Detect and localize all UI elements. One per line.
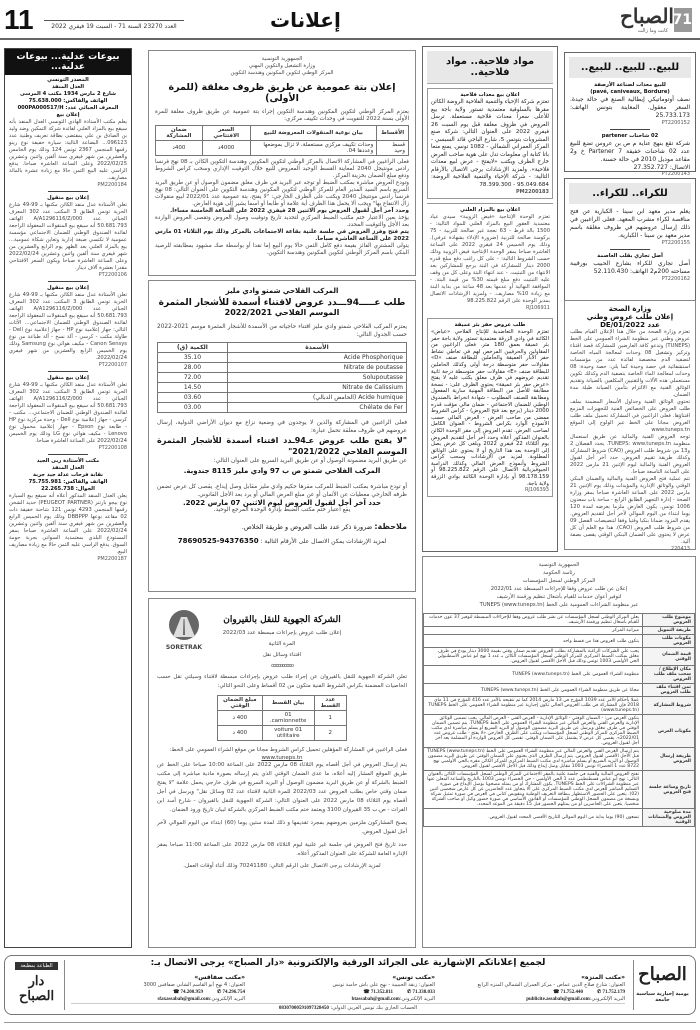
phone-number: ✆ 71.752.179 bbox=[597, 990, 625, 995]
ad-via: عبر منظومة الشراءات العمومية على الخط TUNEPS (www.tuneps.tn) bbox=[479, 602, 639, 608]
ad-title: أصل تجاري بقلب العاصمة bbox=[597, 253, 663, 259]
table-cell: يتكون العرض من: - الضمان الوقتي - الوثائق الإدارية - العرض الفني - العرض المالي. يجب تضمين الوثائق الإدارية والعرض الفني والعرض المالي عبر منظومة الشراء العمومي على الخط TUNEPS. يتم تضمين الضمان الوقتي في ظرف مغلق ويرسل عن طريق البريد مضمون الوصول أو البريد السريع أو يسلم مباشرة لدى مكتب الضبط المركزي للمركز الوطني لسجل المؤسسات ويكتب على الظرف الخارجي «لا يفتح - طلب عروض عدد 2022/01». يقصى كل عرض لا يشتمل على الضمان الوقتي. تقصى كل العروض الواردة أو المسلمة بعد آخر أجل لقبول العروض. bbox=[424, 715, 643, 748]
table-cell: مكونات طلب العروض bbox=[643, 635, 695, 648]
ad-ref: PT2200162 bbox=[661, 276, 690, 282]
table-row bbox=[218, 726, 347, 741]
table-cell: طريقة التمويل bbox=[643, 627, 695, 635]
logo-text: الصباح bbox=[619, 4, 674, 28]
ad-header-line: نقابة فرحات عدلة جيد جربة bbox=[32, 472, 104, 478]
ad-ref: PT2200152 bbox=[661, 120, 690, 126]
table-header-row bbox=[218, 696, 347, 711]
sale-section bbox=[564, 52, 696, 177]
page-number: 11 bbox=[4, 4, 34, 35]
ad-body: تعلن الأستاذة عدل منفذ الكائن مكتبها بـ 99-49 شارع الحرية تونس الطابق 3 المكتب عدد 302 المعرف الجبائي عدد 000/A/A1296116/Z الهاتف 50.681.793 أنه سيقع بيع المنقولات المعقولة الراجعة لفائدة الصندوق الوطني للضمان الاجتماعي... الأثاث التالي: جهاز إعلامية نوع HP - جهاز إعلامية نوع Dell - طاولة مكتب - كرسي - آلة نسخ - آلة طباعة من نوع Canon Sensys - مكيف هوائي نوع Samsung وذلك يوم الخميس الرابع والعشرين من شهر فيفري 2022/02/24. bbox=[9, 292, 128, 361]
soretrak-logo-text: SORETRAK bbox=[165, 644, 203, 651]
table-row bbox=[218, 711, 347, 726]
logo-text: الصباح bbox=[638, 964, 687, 985]
ad-body: يعلم مدير معهد ابن سينا - الكبارية عن فتح مناقصة لكراء مشرب المعهد. فعلى الراغبين في ذلك إرسال عروضهم في ظروف مغلقة باسم مدير معهد بن سينا - الكبارية. bbox=[570, 208, 690, 239]
agri-section bbox=[422, 46, 558, 552]
ad-ref: PT2200107 bbox=[98, 362, 127, 368]
office-phones bbox=[85, 989, 245, 996]
logo-subtitle: كانت وما زالت bbox=[637, 28, 668, 34]
ad-address: المركب الفلاحي شمتو ص ب 97 وادي مليز 8115 جندوبة. bbox=[183, 467, 381, 475]
ad-ref: PM2200187 bbox=[97, 556, 127, 562]
divider bbox=[48, 454, 88, 455]
bottom-rule bbox=[4, 1022, 696, 1023]
table-row bbox=[158, 353, 407, 363]
table-row bbox=[158, 393, 407, 403]
table-row bbox=[424, 614, 695, 627]
ad-body: تعتزم وزارة الصحة من خلال هذا الإعلان القيام بطلب عروض وطني عبر منظومة الشراء العمومي على الخط (TUNEPS) وتدعو كافة العارضين للمشاركة قصد اقتناء وتركيز وتشغيل 08 وحدات لمعالجة المياه الخاصة لتصفية الدم مخصصة لفائدة عدد من مؤسسات استشفائية في حصة وحيدة كما يلي: حصة وحيدة: 08 وحدات لمعالجة الماء الخاصة بتصفية الدم وكذلك تكوين مستعملي هذه الآلات والتقنيين المكلفين بالصيانة وتقديم الوثائق الفنية مع الالتزام بتأمين الصيانة طيلة مدة الضمان. bbox=[570, 329, 690, 398]
ad-quote: "لا يفتح طلب عروض عـ94ـدد اقتناء أسمدة للأشجار المثمرة الموسم الفلاحي 2021/2022" bbox=[157, 436, 407, 456]
table-cell: 1 bbox=[314, 711, 346, 726]
ad-round: المرة الثانية bbox=[268, 641, 296, 647]
office-phones bbox=[465, 989, 625, 996]
table-row bbox=[158, 363, 407, 373]
table-cell: Nitrate de poutasse bbox=[227, 363, 406, 373]
ad-body: نصف أوتوماتيكي إيطالية الصنع في حالة جيدة. السعر معقول. المعاينة بتونس الهاتف: 25.733.173 bbox=[570, 96, 690, 119]
ad-announce: إعلان طلب عروض بإجراءات مبسطة عدد 2022/03 bbox=[222, 630, 342, 636]
logo-tagline: يومية إخبارية سياسية جامعة bbox=[636, 991, 689, 1003]
ad-contact bbox=[157, 537, 407, 545]
column-header: الكمية (ق) bbox=[158, 343, 228, 353]
phone-number: ✆ 71.338.033 bbox=[407, 990, 435, 995]
table-row bbox=[424, 648, 695, 666]
ad-title: للبيع معدات لصناعة الأرصفة bbox=[594, 82, 666, 88]
column-header: بيان القسط bbox=[262, 696, 314, 711]
soretrak-emblem-icon bbox=[159, 607, 209, 649]
table-cell: مدة صلوحية العروض والضمانات الوقتية bbox=[643, 809, 695, 827]
ministry-name: وزارة الصحة bbox=[608, 305, 652, 313]
column-header: بيان نوعية المنقولات المعروضة للبيع bbox=[250, 126, 377, 141]
ad-subject: لتوفير أعوان خدمات للقيام بأشغال تنظيم ورقمنة الأرشيف bbox=[496, 594, 622, 600]
table-cell: تسعون (90) يوما بداية من اليوم الموالي للتاريخ الأقصى المحدد لقبول العروض. bbox=[424, 809, 643, 827]
ad-body: عن طريق البريد مضمونة الوصول أو عن طريق البريد السريع على العنوان التالي: bbox=[213, 458, 407, 464]
print-badge: الطباعة بمطبعة bbox=[15, 962, 58, 970]
column-header: ضمان المشاركة bbox=[156, 126, 203, 141]
fax-number: ☎ 71.352.811 bbox=[363, 990, 394, 995]
ministry: وزارة التشغيل والتكوين المهني bbox=[248, 63, 316, 69]
ad-contact: الاتصال: 27.352.727 bbox=[633, 164, 690, 171]
cfpt-table bbox=[155, 125, 409, 156]
table-cell: 14.50 bbox=[158, 383, 228, 393]
sale-category-title: للبيع.. للبيع.. للبيع.. bbox=[569, 57, 691, 78]
table-cell: يتم إرسال العرض الفني والعرض المالي عبر منظومة الشراء العمومي على الخط TUNEPS (www.tuneps.tn) قبل الأجل الأقصى لقبول العروض. يتم إرسال الظرف الذي يحتوي على الضمان الوقتي عن طريق البريد مضمون الوصول أو البريد السريع أو يسلم مباشرة لدى مكتب الضبط المركزي للمركز الكائن مقره بالحي الأولمبي نهج 8722 عدد 1 الخضراء تونس 1003 مقابل وصل إيداع وذلك قبل الأجل الأقصى لقبول العروض. bbox=[424, 748, 643, 771]
ad-header-line: الهاتف والفاكس: 75.755.981 bbox=[28, 479, 108, 485]
office-address: العنوان: زنقة الحبيبية - نهج علي باش حامبة تونس bbox=[332, 982, 435, 988]
table-cell: ميزانية المركز bbox=[424, 627, 643, 635]
column-header: الأقساط bbox=[377, 126, 409, 141]
ad-body: تحتوي الوثائق الفنية وجداول الأسعار المضمنة بملف طلب العروض على الخصائص الفنية للتجهيزات المزمع اقتناؤها. فعلى الراغبين في المشاركة تحميل ملف طلب العروض مجانا على الخط عبر الولوج إلى الموقع www.tuneps.tn bbox=[570, 399, 690, 433]
table-cell: ثمن اقتناء ملف طلب العروض bbox=[643, 684, 695, 697]
ad-body: فعلى الراغبين في المشاركة الاتصال بالمركز الوطني لتكوين المكونين وهندسة التكوين الكائن بـ 08 نهج فرنسا رادس مونتيجل 2040 لمعاينة القسط الوحيد المعروض للبيع خلال التوقيت الإداري وسحب كراس الشروط ودفع مبلغ الضمان بخزينة المركز. bbox=[155, 159, 409, 179]
rent-section bbox=[564, 178, 696, 306]
email-label: البريد الإلكتروني: bbox=[399, 996, 435, 1002]
table-cell: شروط المشاركة bbox=[643, 697, 695, 715]
office-block bbox=[85, 974, 245, 1003]
table-row bbox=[424, 748, 695, 771]
ad-title: إعلان بيع منقول bbox=[47, 285, 89, 291]
table-cell: تفتح العروض المالية والفنية في جلسة علنية بالمقر الاجتماعي للمركز الوطني لسجل المؤسسات الكائن بالعنوان التالي: نهج أبو عباس قسطنطيني عدد 1 الحي الأولمبي - حي الخضراء تونس 1003 بالتاريخ والساعة المعلن عنها عبر منظومة الشراءات على الخط TUNEPS. يكون المشارك أو من يمثله مصحوبا بوصل الإيداع في صورة التسليم المباشر للعرض لدى مكتب الضبط المركزي على ألا يتجاوز عدد الحاضرين عن كل عارض شخصين اثنين (02). يتعين على الحضور الاستظهار ببطاقة التعريف الوطنية وبتفويض كتابي في العرض في صورة تمثيل شركة وبنسخة من مضمون السجل الوطني للمؤسسات أو القانون الأساسي في صورة حضور وكيل أو صاحب الشركة شخصيا. يتعين على الحاضرين أو من يمثلهم الحضور قبل 15 دقيقة من الموعد المحدد. bbox=[424, 771, 643, 809]
email-label: البريد الإلكتروني: bbox=[589, 996, 625, 1002]
ad-body: تعلن الأستاذة عدل منفذ الكائن مكتبها بـ 99-49 شارع الحرية تونس الطابق 3 المكتب عدد 302 المعرف الجبائي عدد 000/A/A1296116/Z الهاتف 50.681.793 أنه سيقع بيع المنقولات المعقولة الراجعة لفائدة الصندوق الوطني للضمان الاجتماعي... مكتب - كرسي - جهاز إعلامية نوع Dell - وحدة مركزية نوع HP - طابعة نوع Epson - جهاز إعلامية محمول نوع Lenovo - مكيف هوائي نوع LG وذلك يوم الخميس 2022/02/24 على الساعة العاشرة صباحا. bbox=[9, 382, 128, 444]
ad-header-line: الجوال: 22.265.738 bbox=[41, 486, 95, 492]
ad-body: يتم إرسال العروض في أجل أقصاه يوم الثلاثاء 08 مارس 2022 على الساعة 10:00 صباحا على الخط عن طريق الموقع المشار إليه أعلاه، ما عدى الضمان الوقتي الذي يتم إرساله بصورة مادية مباشرة إلى مكتب الضبط بالشركة أو عن طريق البريد مضمون الوصول أو البريد السريع في ظرف خارجي يحمل علامة "لا يفتح ضمان وقتي خاص بطلب العروض عدد 2022/03 للمرة الثانية لاقتناء عدد 02 وسائل نقل" ويرسل في أجل أقصاه يوم الثلاثاء 08 مارس 2022 على العنوان التالي: الشركة الجهوية للنقل بالقيروان - شارع أسد ابن الفرات - ص.ب 35 القيروان 3100 ويعتمد ختم مكتب الضبط المركزي بالشركة لبيان تاريخ ورود الضمان. bbox=[157, 762, 408, 813]
ad-title: طلب عـــــ94ـــدد عروض لاقتناء أسمدة للأشجار المثمرة bbox=[158, 298, 406, 308]
ad-intro: تعلن الشركة الجهوية للنقل بالقيروان عن إجراء طلب عروض بإجراءات مبسطة لاقتناء وسيلتي نقل حسب الخاصيات المضمنة بكراس الشروط الفنية متكون من 02 أقساط وعلى النحو التالي: bbox=[157, 674, 407, 689]
issue-line: العدد 23270 السنة 71 - السبت 19 فيفري 2022 bbox=[44, 20, 184, 30]
republic: الجمهورية التونسية bbox=[261, 56, 303, 62]
table-cell: مجانا عن طريق منظومة الشراء العمومي على الخط TUNEPS (www.tuneps.tn) bbox=[424, 684, 643, 697]
ad-body: تعتزم شركة الإحياء والتنمية الفلاحية الروضة الكائن مقرها بالسلوقية معتمدية تستور ولاية باجة بيع للأعلى سعرا معدات فلاحية مستعملة. ترسل العروض في ظروف مغلقة قبل يوم السبت 26 فيفري 2022 على العنوان التالي: شركة صنع المشروبات بتونس 5، شارع الباجي قائد السبسي - المركز العمراني الشمالي - 1082 تونس. يمنع منعا باتا كتابة أي معلومات تدل على هوية صاحب العرض خارج الظرف ويكتب «لايفتح - عرض لبيع معدات فلاحية». ولمزيد الإرشادات يرجى الاتصال بالأرقام التالية: - شركة الإحياء والتنمية الفلاحية الروضة: 95.049.684 - 78.399.300 bbox=[431, 99, 549, 188]
ad-body: يؤخذ بعين الاعتبار ختم مكتب الضبط المركزي لتحديد تاريخ وتوقيت وصول العروض وتقصى العروض الواردة بعد الأجل والتوقيت المحدد. bbox=[155, 215, 409, 228]
fertilizer-table bbox=[157, 342, 407, 413]
ad-ref: PT2200108 bbox=[98, 445, 127, 451]
email-label: البريد الإلكتروني: bbox=[209, 996, 245, 1002]
note-text: ضرورة ذكر عدد طلب العروض و طريقة الخلاص. bbox=[241, 523, 373, 531]
table-cell: قيمة الضمان الوقتي bbox=[643, 648, 695, 666]
ad-subject: اقتناء وسائل نقل bbox=[262, 652, 302, 658]
ad-ref: PM2200184 bbox=[97, 182, 127, 188]
fax-number: ☎ 74.200.959 bbox=[173, 990, 204, 995]
table-row bbox=[424, 635, 695, 648]
table-cell: يجب على الشركات الراغبة بالمشاركة بطلب العروض تقديم ضمان وقتي بقيمة 3000 دينار يودع في ظرف مغلق بمكتب الضبط المركزي للمركز الوطني لسجل المؤسسات الكائن بـ عدد 1 نهج أبو عباس الأسطنبولي الحي الأولمبي 1003 تونس وذلك قبل الأجل الأقصى لقبول العروض. bbox=[424, 648, 643, 666]
table-row bbox=[424, 684, 695, 697]
table-cell: 4000د bbox=[202, 141, 250, 156]
tuneps-link[interactable]: www.tuneps.tn bbox=[261, 755, 303, 761]
republic: الجمهورية التونسية bbox=[538, 562, 580, 568]
footer-body bbox=[71, 958, 625, 1012]
ad-intro: يعتزم المركز الوطني لتكوين المكونين وهندسة التكوين إجراء بتة عمومية عن طريق ظروف مغلقة للمرة الأولى بسنة 2022 للتفويت في وحدات تكييف مركزي: bbox=[155, 109, 409, 122]
divider bbox=[48, 281, 88, 282]
table-cell: منظومة الشراء العمومي على الخط TUNEPS (www.tuneps.tn) bbox=[424, 666, 643, 684]
table-cell: قسط وحيد bbox=[377, 141, 409, 156]
office-phones bbox=[275, 989, 435, 996]
ad-title: طلب عروض حفر بئر عميقة bbox=[454, 322, 526, 328]
ad-number: عدد 2022/DE/01 bbox=[600, 321, 660, 329]
table-header-row bbox=[158, 343, 407, 353]
table-cell: يتكون طلب العروض هذا من قسط واحد bbox=[424, 635, 643, 648]
ad-header-line: العدل المنفذ bbox=[51, 465, 84, 471]
table-row bbox=[156, 141, 409, 156]
table-row bbox=[158, 383, 407, 393]
table-cell: 03.00 bbox=[158, 403, 228, 413]
table-cell: 35.10 bbox=[158, 353, 228, 363]
table-cell: تاريخ وساعة جلسة فتح العروض bbox=[643, 771, 695, 809]
ad-title: إعلان بيع منقول bbox=[47, 375, 89, 381]
ad-title: إعلان بيع منقول bbox=[47, 195, 89, 201]
ad-title: اعلان بيع بالمزاد العلني bbox=[460, 207, 520, 213]
contact-numbers: 94376350-78690525 bbox=[177, 537, 259, 545]
ad-body: يتولى المشتري الفائز بقيمة دفع كامل الثمن حالا يوم البيع إما نقدا أو بواسطة صك مشهود بمطابقته للرصيد البنكي باسم المركز الوطني لتكوين المكونين وهندسة التكوين. bbox=[155, 243, 409, 256]
ad-ref: RJ106393 bbox=[524, 487, 549, 494]
section-title: إعلانات bbox=[270, 8, 341, 32]
office-block bbox=[465, 974, 625, 1003]
ad-body: يصبح المشاركون ملزمين بعروضهم بمجرد تقديمها و ذلك لمدة ستين يوما (60) ابتداء من اليوم الموالي لآخر أجل لقبول العروض. bbox=[157, 820, 407, 835]
email-address[interactable]: sfaxassabah@gmail.com bbox=[157, 997, 210, 1002]
ad-title: إعلان بيع bbox=[56, 112, 80, 118]
ad-body: تعتزم الوحدة التعاضدية للإنتاج الفلاحي «عياض» الكائنة في وادي الزرقة معتمدية تستور ولاية باجة حفر بئر عميقة بعمق 180 متر. فعلى الراغبين من المقاولين والحرفيين المرخص لهم في تعاطي نشاط حفر الآبار العميقة والحاملين للبطاقة صنف «D» مقاولات حفر متوسطة درجة أولى وكذلك الحاملين للبطاقة صنف «E» مقاولات حفر متوسطة درجة ثانية تقديم عروضهم في ظرف مغلق يكتب عليه لا يفتح «عرض حفر بئر عميقة» يحتوي الظرف على: - نسخة مطابقة للأصل من البطاقة المهنية سارية المفعول ومطابقة للصنف المطلوب - شهادة انخراط بالصندوق الوطني للضمان الاجتماعي - ضمان مالي مؤقت قدره 2000 دينار (يرجع بعد فتح العروض) - كراس الشروط ممضى من صاحب العرض - العرض المالي حسب الأنموذج الوارد بكراس الشروط - العنوان الكامل لصاحب العرض. تقدم العروض إلى مقر الوحدة الكائن بالعنوان المذكور أعلاه وحدد آخر أجل لتقديم العروض يوم الثلاثاء 22 فيفري 2022 ويلغى كل عرض يصل إلى الوحدة بعد هذا التاريخ أو لا يحتوي على الوثائق المطلوبة. لمزيد من الإرشادات وسحب كراس الشروط وأنموذج العرض المالي وكذلك الدراسة الجيوفيزيائية الاتصال على الرقم 98.225.822 أو 98.178.159 أو بإدارة الوحدة الكائنة بوادي الزرقة ولاية باجة. bbox=[431, 329, 550, 487]
table-cell: 72.00 bbox=[158, 373, 228, 383]
ad-body: وتودع العروض مباشرة بمكتب الضبط أو توجه عبر البريد في ظرف مغلق مضمون الوصول أو عن طريق البريد السريع باسم السيد المدير العام للمركز الوطني لتكوين المكونين وهندسة التكوين على العنوان التالي: 08 نهج فرنسا رادس مونتيجل 2040 ويكتب على الظرف الخارجي: "لا يفتح، بتة عمومية عدد 2022/01 لبيع منقولات زال الانتفاع بها" ويجب ألا يحمل هذا الظرف أية علامة أو طابعا أو اسما يشير إلى هوية العارض. bbox=[155, 180, 409, 207]
judicial-category-title: بيوعات عدلية... بيوعات عدلية... bbox=[5, 49, 131, 75]
footer-contact-banner bbox=[4, 955, 696, 1015]
account-label: الحساب الجاري بنك تونس العربي الدولي: bbox=[330, 1005, 418, 1011]
cfpt-tender-ad bbox=[148, 50, 416, 276]
center-name: المركز الوطني لتكوين المكونين وهندسة التكوين bbox=[230, 70, 334, 76]
table-row bbox=[158, 403, 407, 413]
soretrak-logo bbox=[159, 607, 209, 649]
ad-title: 02 شاحنات partener bbox=[601, 133, 659, 139]
page-header bbox=[0, 0, 700, 40]
email-address[interactable]: publicite.assabah@gmail.com bbox=[526, 997, 590, 1002]
table-cell: 01 camionnette. bbox=[262, 711, 314, 726]
column-header: عدد القسط bbox=[314, 696, 346, 711]
rne-table bbox=[423, 613, 695, 827]
ad-header bbox=[9, 77, 127, 112]
ad-header-line: الهاتف والفاكس: 75.638.000 bbox=[28, 98, 108, 104]
office-address: العنوان: 4 نهج أبو القاسم الشابي صفاقس 3000 bbox=[143, 982, 245, 988]
table-row bbox=[424, 771, 695, 809]
ad-body: أو تودع مباشرة بمكتب الضبط للمركب مقرها حكيم وادي مليز مقابل وصل إيداع. يقصى كل عرض تضمن ظرفه الخارجي معطيات عن الأثمان أو عن مبلغ العرض المالي أو يرد بعد الأجل القانوني. bbox=[157, 484, 407, 498]
agri-category-title: مواد فلاحية.. مواد فلاحية.. bbox=[427, 51, 553, 84]
soretrak-tender-ad: SORETRAK الشركة الجهوية للنقل بالقيروان إعلان طلب عروض بإجراءات مبسطة عدد 2022/03 المرة الثانية اقتناء وسائل نقل oooooooooo تعلن الشركة الجهوية للنقل بالقيروان عن إجراء طلب عروض بإجراءات مبسطة لاقتناء وسيلتي نقل حسب الخاصيات المضمنة بكراس الشروط الفنية متكون من 02 أقساط وعلى النحو التالي: عدد القسط بيان القسط مبلغ الضمان الوقتي 1 01 camionnette. 400 د 2 01 voiture utilitaire 400 د فعلى الراغبين في المشاركة المؤهلين تحميل كراس الشروط مجانا من موقع الشراء العمومي على الخط: www.tuneps.tn يتم إرسال العروض في أجل أقصاه يوم الثلاثاء 08 مارس 2022 على الساعة 10:00 صباحا على الخط عن طريق الموقع المشار إليه أعلاه، ما عدى الضمان الوقتي الذي يتم إرساله بصورة مادية مباشرة إلى مكتب الضبط بالشركة أو عن طريق البريد مضمون الوصول أو البريد السريع في ظرف خارجي يحمل علامة "لا يفتح ضمان وقتي خاص بطلب العروض عدد 2022/03 للمرة الثانية لاقتناء عدد 02 وسائل نقل" ويرسل في أجل أقصاه يوم الثلاثاء 08 مارس 2022 على العنوان التالي: الشركة الجهوية للنقل بالقيروان - شارع أسد ابن الفرات - ص.ب 35 القيروان 3100 ويعتمد ختم مكتب الضبط المركزي بالشركة لبيان تاريخ ورود الضمان. يصبح المشاركون ملزمين بعروضهم بمجرد تقديمها و ذلك لمدة ستين يوما (60) ابتداء من اليوم الموالي لآخر أجل لقبول العروض. حدد تاريخ فتح العروض في جلسة غير علنية ليوم الثلاثاء 08 مارس 2022 على الساعة 11:00 صباحا بمقر الإدارة العامة للشركة على العنوان المذكور أعلاه. لمزيد الإرشادات يرجى الاتصال على الرقم التالي: 70241180 وذلك أثناء أوقات العمل. bbox=[148, 598, 416, 948]
ad-ref: 220413 bbox=[670, 546, 690, 552]
table-row bbox=[424, 697, 695, 715]
bank-account bbox=[71, 1003, 625, 1011]
table-cell: عملا بأحكام الأمر عدد 1039 المؤرخ في 13 مارس 2014 كما تم تنقيحه بالأمر عدد 416 المؤرخ في 11 ماي 2018 فإن المشاركة في طلب العروض الحالي تكون إجبارية عبر منظومة الشراء العمومي على الخط TUNEPS (www.tuneps.tn) bbox=[424, 697, 643, 715]
note-label: ملاحظة: bbox=[374, 522, 407, 531]
contact-text: لمزيد الإرشادات يمكن الاتصال على الأرقام التالية : bbox=[260, 538, 387, 545]
fax-number: ☎ 71.752.440 bbox=[553, 990, 584, 995]
office-name: «مكتب المنزه» bbox=[581, 974, 625, 981]
ad-body: شركة تقع بنهج عناية م ص بن عروس تضع للبيع عدد 02 شاحنات خفيفة Partener 7 خ و2 مقاعد موديل 2010 في حالة حسنة. bbox=[570, 140, 690, 163]
office-block bbox=[275, 974, 435, 1003]
table-cell: Nitrate de Calissium bbox=[227, 383, 406, 393]
table-cell: 400 د bbox=[218, 711, 263, 726]
season: الموسم الفلاحي 2022/2021 bbox=[224, 308, 340, 317]
ad-title: إعلان طلب عروض وطني bbox=[586, 313, 674, 321]
ad-deadline: وحدد آخر أجل لقبول العروض يوم الاثنين 28 فيفري 2022 على الساعة الخامسة مساءا. bbox=[170, 208, 409, 214]
table-cell: مكان الإطلاع / سحب ملف طلب العروض bbox=[643, 666, 695, 684]
rne-tender-ad bbox=[422, 556, 696, 948]
dar-logo-text: دار الصباح bbox=[18, 974, 55, 1004]
dar-assabah-logo bbox=[9, 960, 65, 1010]
ad-body: تعتزم الوحدة الإنتاجية «فيض الزويبة» سيدي عياد معتمدية العقور البيع بالمزاد العلني للمواد التالية: - 1500 بالة قرط - 63 نعجة غير صالحة للتربية - 75 بركوسة صالحة للتربية (ضرورة الإدلاء بشهادة عرفي). وذلك يوم الخميس 24 فيفري 2022 على الساعة العاشرة صباحا بمقر الوحدة الإنتاجية فيض الزويبة وذلك حسب الشروط التالية: - على كل راغب دفع مبلغ قدره 2000 دينار للمشاركة في البتة يرجع للمشاركين بعد الانتهاء من التبتيت. - عند انتهاء البتة وعلى كل من وقف عليه التبتيت دفع مبلغ قيمته 30% من قيمة البتة. - الموافقة النهائية أو عدمها بعد 48 ساعة من بداية البتة مع زيادة 10% مصاريف. - ولمزيد الإرشادات الاتصال بمدير الوحدة على الرقم 98.225.822 bbox=[430, 214, 550, 304]
company-name: الشركة الجهوية للنقل بالقيروان bbox=[223, 615, 341, 625]
ad-ref: PT2200106 bbox=[98, 272, 127, 278]
divider bbox=[48, 191, 88, 192]
email-address[interactable]: btassabah@gmail.com bbox=[351, 997, 400, 1002]
office-name: «مكتب صفاقس» bbox=[194, 974, 245, 981]
ad-body: تعلن الأستاذة عدل منفذ الكائن مكتبها بـ 99-49 شارع الحرية تونس الطابق 3 المكتب عدد 302 المعرف الجبائي عدد 000/A/A1296116/Z الهاتف 50.681.793 أنه سيقع بيع المنقولات المعقولة الراجعة لفائدة الصندوق الوطني للضمان الاجتماعي مؤسسة عمومية لا تكتسي صبغة إدارية وتعاين شكاة عمومية... بيع بالمزاد العلني بعد الظهر يوم الرابع والعشرين من شهر فيفري سنة ألفين واثنين وعشرين 2022/02/24 وعلى الساعة العاشرة صباحا ويكون السعر الافتتاحي مقدرا بعشرة آلاف دينار. bbox=[9, 202, 127, 271]
ad-header-line: المصدر التونسي bbox=[47, 77, 89, 83]
table-cell: طريقة إرسال العروض bbox=[643, 748, 695, 771]
account-number: 08307000591097328450 bbox=[278, 1006, 329, 1011]
newspaper-logo bbox=[582, 4, 692, 36]
ad-ref: RJ106911 bbox=[525, 305, 550, 311]
judicial-sales-section bbox=[4, 48, 132, 948]
table-cell: 01 voiture utilitaire bbox=[262, 726, 314, 741]
chemtou-tender-ad bbox=[148, 280, 416, 592]
phone-number: ✆ 74.296.754 bbox=[217, 990, 245, 995]
table-cell: Chélate de Fer bbox=[227, 403, 406, 413]
table-row bbox=[424, 627, 695, 635]
table-cell: 400 د bbox=[218, 726, 263, 741]
ad-intro: يعتزم المركب الفلاحي شمتو وادي مليز اقتناء حاجياته من الأسمدة للأشجار المثمرة موسم 2021-2022 حسب الجدول التالي: bbox=[157, 324, 407, 338]
office-email bbox=[275, 996, 435, 1003]
office-email bbox=[465, 996, 625, 1003]
ad-body: توجه العروض الفنية والمالية عن طريق استعمال منظومة TUNEPS: www.tuneps.tn. يحدد الفصلان 2 و13 من شروط طلب العروض (CAO) شروط المشاركة وكذلك طريقة تقييم العروض. حدد آخر أجل لقبول العروض الفنية والمالية ليوم الإثنين 21 مارس 2022 على الساعة التاسعة صباحا. bbox=[570, 434, 691, 475]
ad-body: حدد تاريخ فتح العروض في جلسة غير علنية ليوم الثلاثاء 08 مارس 2022 على الساعة 11:00 صباحا بمقر الإدارة العامة للشركة على العنوان المذكور أعلاه. bbox=[157, 842, 407, 857]
ad-contact: لمزيد الإرشادات يرجى الاتصال على الرقم التالي: 70241180 وذلك أثناء أوقات العمل. bbox=[183, 863, 381, 869]
column-header: الأسمدة bbox=[227, 343, 406, 353]
rent-category-title: للكراء.. للكراء.. bbox=[569, 183, 691, 204]
ad-header-line: مكتب الأستاذة ربى الجيد bbox=[36, 458, 100, 464]
ad-body: يعلن العدل المنفذ المذكور أعلاه أنه سيقع بيع السيارة نوع بيجو بارتنر (PEUGEOT PARTNER) حديد الشحن رقمها المنجمي 4293 تونس 121 شاحنة خفيفة ذات 02 مقاعد نوعها DBBPPP وذلك يوم الخميس الرابع والعشرين من شهر فيفري سنة ألفين واثنين وعشرين 2022/02/24 على الساعة العاشرة صباحا بمقر المستودع البلدي بمعتمدية السواني بجربة حومة السوق. يدفع الراسي عليه الثمن حالا مع زيادة مصاريف البيع. bbox=[9, 493, 127, 555]
ad-header bbox=[9, 458, 127, 493]
ad-body: فعلى الراغبين في المشاركة والذين لا يوجدون في وضعية نزاع مع ديوان الأراضي الدولية، إرسال عروضهم في ظروف مغلقة تحمل عبارة: bbox=[157, 420, 407, 434]
table-cell: 03.60 bbox=[158, 393, 228, 403]
table-row bbox=[424, 809, 695, 827]
office-email bbox=[85, 996, 245, 1003]
ad-header-line: شارع 2 مارس 1934 مكتب 4 المرسى bbox=[19, 91, 117, 97]
footer-headline: لجميع إعلاناتكم الإشهارية على الجرائد الورقية والإلكترونية «دار الصباح» يرجى الاتصال بـ: bbox=[150, 958, 546, 968]
ad-title: اعلان بيع معدات فلاحية bbox=[460, 92, 520, 98]
ad-subtitle: (pavé, caniveaux, Bordure) bbox=[590, 89, 670, 95]
divider bbox=[610, 249, 650, 250]
divider bbox=[610, 129, 650, 130]
table-cell: يعلن المركز الوطني لسجل المؤسسات عن نشر طلب عروض وفقا للإجراءات المبسطة لتوفير 37 عون خدمات للقيام بأشغال تنظيم ورقمنة الأرشيف. bbox=[424, 614, 643, 627]
ad-note bbox=[157, 522, 407, 531]
ad-ref: PT2200143 bbox=[661, 171, 690, 177]
ad-body: يقع اعتبار ختم مكتب الضبط بإدارة الوحدة المرجع الوحيد. bbox=[213, 507, 351, 513]
table-cell: 2 bbox=[314, 726, 346, 741]
health-ministry-ad bbox=[564, 300, 696, 550]
ad-body: أصل تجاري للكراء بشارع الحبيب بورقيبة مساحته 200م2 الهاتف: 52.110.430 bbox=[570, 260, 690, 275]
ad-body: يعلم مكتب الأستاذة الهادي التونسي العدل المنفذ بأنه سيقع بيع بالمزاد العلني لفائدة شركة التمكين وضد وليد بن الصادق بن علي بمقتضى بطاقة تعريف وطنية عدد 096123... البضاعة التالية: سيارة خفيفة نوع رينو رقمها المنجمي 2367 تونس 124 وذلك يوم الخامس والعشرين من شهر فيفري سنة ألفين واثنين وعشرين 2022/02/25 وعلى الساعة العاشرة صباحا. يدفع الراسي عليه البيع الثمن حالا مع زيادة عشرة بالمائة مصاريف. bbox=[9, 119, 127, 181]
anniversary-badge: 71 bbox=[674, 8, 692, 32]
table-cell: Acide Phosphorique bbox=[227, 353, 406, 363]
ad-title: إعلان عن طلب عروض وفقا للإجراءات المبسطة عدد 2022/01 bbox=[490, 586, 628, 592]
lots-table bbox=[217, 695, 347, 741]
ad-ref: PM2200183 bbox=[516, 189, 549, 195]
table-row bbox=[158, 373, 407, 383]
table-cell: 400د bbox=[156, 141, 203, 156]
table-cell: (الحامض الدبالي) Acide humique bbox=[227, 393, 406, 403]
center: المركز الوطني لسجل المؤسسات bbox=[522, 578, 596, 584]
table-cell: 28.00 bbox=[158, 363, 228, 373]
ad-body: تتم عملية فتح العروض الفنية والمالية والضمان البنكي الوقتي والوثائق الإدارية والمؤيدات وذلك يوم الإثنين 21 مارس 2022 على الساعة العاشرة صباحا بمقر وزارة الصحة - إدارة التجهيز الطابق الرابع - ساحة باب سعدون 1006 تونس. يكون العارض ملزما بعرضه لمدة 120 يوما ابتداء من اليوم الموالي لآخر أجل لتقديم العروض. يقدم المزود ضمانا بنكيا وقتيا وفقا لتنصيصات الفصل 09 من شروط طلب العروض (CAO). هذا مع العلم أن كل عرض لا يحتوي على الضمان البنكي الوقتي يقصى بصفة آلية. bbox=[570, 476, 690, 545]
ad-deadline: حدد آخر أجل لقبول العروض ليوم الاثنين 07 مارس 2022. bbox=[182, 499, 381, 507]
office-address: العنوان: شارع صلاح الدين عماص - مركز العمران الشمالي المنزه الرابع bbox=[477, 982, 625, 988]
table-cell: Solupoutasse bbox=[227, 373, 406, 383]
gov: رئاسة الحكومة bbox=[543, 570, 575, 576]
table-header-row bbox=[156, 126, 409, 141]
column-header: السعر الافتتاحي bbox=[202, 126, 250, 141]
ad-title: إعلان بتة عمومية عن طريق ظروف مغلقة (للمرة الأولى) bbox=[168, 82, 396, 104]
ad-body: فعلى الراغبين في المشاركة المؤهلين تحميل كراس الشروط مجانا من موقع الشراء العمومي على الخط: bbox=[169, 747, 407, 753]
ad-opening: يتم فتح وفرز العروض في جلسة علنية بقاعة الاجتماعات بالمركز وذلك يوم الثلاثاء 01 مارس 2022 على الساعة العاشرة صباحا. bbox=[155, 229, 410, 242]
table-cell: وحدات تكييف مركزي مستعملة، لا تزال بموضعها وعددها 04. bbox=[250, 141, 377, 156]
office-name: «مكتب تونس» bbox=[392, 974, 435, 981]
divider bbox=[48, 371, 88, 372]
ad-ref: PT2200155 bbox=[661, 240, 690, 246]
ad-header-line: العدل المنفذ bbox=[51, 84, 84, 90]
table-cell: مكونات العرض bbox=[643, 715, 695, 748]
org-name: المركب الفلاحي شمتو وادي مليز bbox=[225, 287, 339, 295]
ad-header-line: المعرف الجبائي عدد: 000PA000517/H bbox=[17, 105, 119, 111]
column-header: مبلغ الضمان الوقتي bbox=[218, 696, 263, 711]
table-cell: موضوع طلب العروض bbox=[643, 614, 695, 627]
assabah-logo bbox=[633, 960, 691, 1010]
table-row bbox=[424, 666, 695, 684]
table-row bbox=[424, 715, 695, 748]
